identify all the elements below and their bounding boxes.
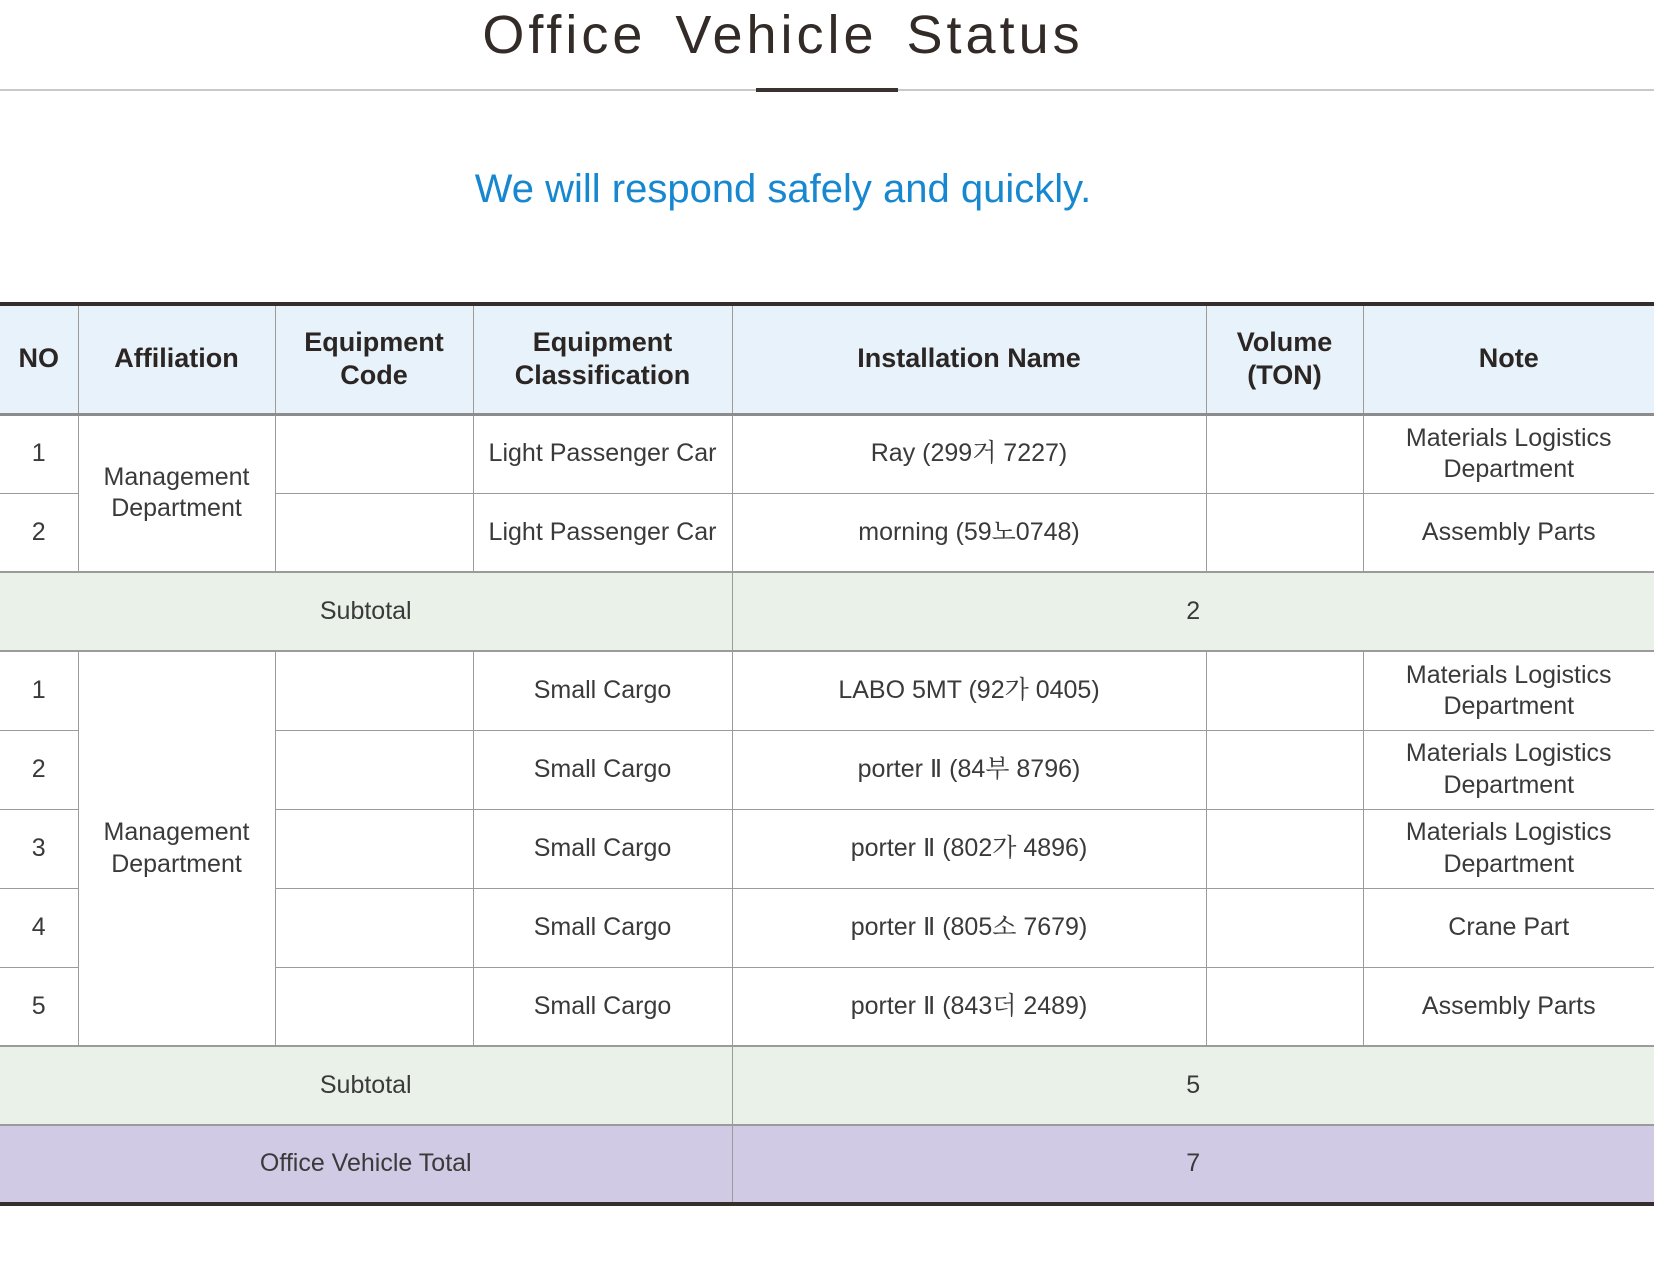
column-header-volume-ton: Volume (TON) — [1206, 304, 1363, 414]
subtitle-block — [0, 167, 1566, 212]
cell-installation-name: LABO 5MT (92가 0405) — [732, 651, 1206, 730]
cell-equipment-code — [275, 888, 473, 967]
total-value: 7 — [732, 1125, 1654, 1204]
cell-installation-name: porter Ⅱ (802가 4896) — [732, 809, 1206, 888]
cell-installation-name: porter Ⅱ (843더 2489) — [732, 967, 1206, 1046]
subtotal-row — [0, 1046, 1654, 1125]
total-label: Office Vehicle Total — [0, 1125, 732, 1204]
cell-equipment-code — [275, 651, 473, 730]
column-header-installation-name: Installation Name — [732, 304, 1206, 414]
cell-affiliation: Management Department — [78, 651, 275, 1046]
page-title: Office Vehicle Status — [482, 5, 1084, 65]
total-row — [0, 1125, 1654, 1204]
subtotal-row — [0, 572, 1654, 651]
cell-volume-ton — [1206, 651, 1363, 730]
page-subtitle: We will respond safely and quickly. — [474, 167, 1092, 211]
cell-note: Materials Logistics Department — [1363, 730, 1654, 809]
table-row — [0, 651, 1654, 730]
subtotal-label: Subtotal — [0, 572, 732, 651]
cell-note: Materials Logistics Department — [1363, 651, 1654, 730]
cell-equipment-classification: Small Cargo — [473, 888, 732, 967]
cell-no: 2 — [0, 493, 78, 572]
column-header-equipment-classification: Equipment Classification — [473, 304, 732, 414]
cell-equipment-code — [275, 493, 473, 572]
cell-volume-ton — [1206, 730, 1363, 809]
cell-affiliation: Management Department — [78, 414, 275, 572]
cell-no: 4 — [0, 888, 78, 967]
cell-note: Crane Part — [1363, 888, 1654, 967]
cell-volume-ton — [1206, 888, 1363, 967]
cell-volume-ton — [1206, 967, 1363, 1046]
cell-equipment-classification: Light Passenger Car — [473, 414, 732, 493]
title-divider-accent — [756, 88, 898, 92]
cell-note: Materials Logistics Department — [1363, 414, 1654, 493]
cell-equipment-classification: Small Cargo — [473, 809, 732, 888]
subtotal-value: 5 — [732, 1046, 1654, 1125]
cell-installation-name: morning (59노0748) — [732, 493, 1206, 572]
cell-volume-ton — [1206, 493, 1363, 572]
subtotal-value: 2 — [732, 572, 1654, 651]
cell-no: 3 — [0, 809, 78, 888]
cell-installation-name: Ray (299거 7227) — [732, 414, 1206, 493]
cell-equipment-code — [275, 730, 473, 809]
cell-installation-name: porter Ⅱ (805소 7679) — [732, 888, 1206, 967]
column-header-affiliation: Affiliation — [78, 304, 275, 414]
table-header-row — [0, 304, 1654, 414]
cell-installation-name: porter Ⅱ (84부 8796) — [732, 730, 1206, 809]
title-divider — [0, 89, 1654, 91]
cell-note: Materials Logistics Department — [1363, 809, 1654, 888]
column-header-note: Note — [1363, 304, 1654, 414]
subtotal-label: Subtotal — [0, 1046, 732, 1125]
cell-equipment-classification: Small Cargo — [473, 730, 732, 809]
cell-equipment-classification: Light Passenger Car — [473, 493, 732, 572]
cell-note: Assembly Parts — [1363, 493, 1654, 572]
cell-equipment-code — [275, 967, 473, 1046]
cell-equipment-code — [275, 414, 473, 493]
office-vehicle-status-table — [0, 302, 1654, 1206]
cell-no: 5 — [0, 967, 78, 1046]
cell-equipment-classification: Small Cargo — [473, 967, 732, 1046]
column-header-equipment-code: Equipment Code — [275, 304, 473, 414]
page-header — [0, 0, 1566, 66]
cell-no: 1 — [0, 414, 78, 493]
cell-equipment-classification: Small Cargo — [473, 651, 732, 730]
cell-volume-ton — [1206, 414, 1363, 493]
cell-equipment-code — [275, 809, 473, 888]
table-row — [0, 414, 1654, 493]
cell-no: 2 — [0, 730, 78, 809]
cell-volume-ton — [1206, 809, 1363, 888]
column-header-no: NO — [0, 304, 78, 414]
cell-no: 1 — [0, 651, 78, 730]
cell-note: Assembly Parts — [1363, 967, 1654, 1046]
